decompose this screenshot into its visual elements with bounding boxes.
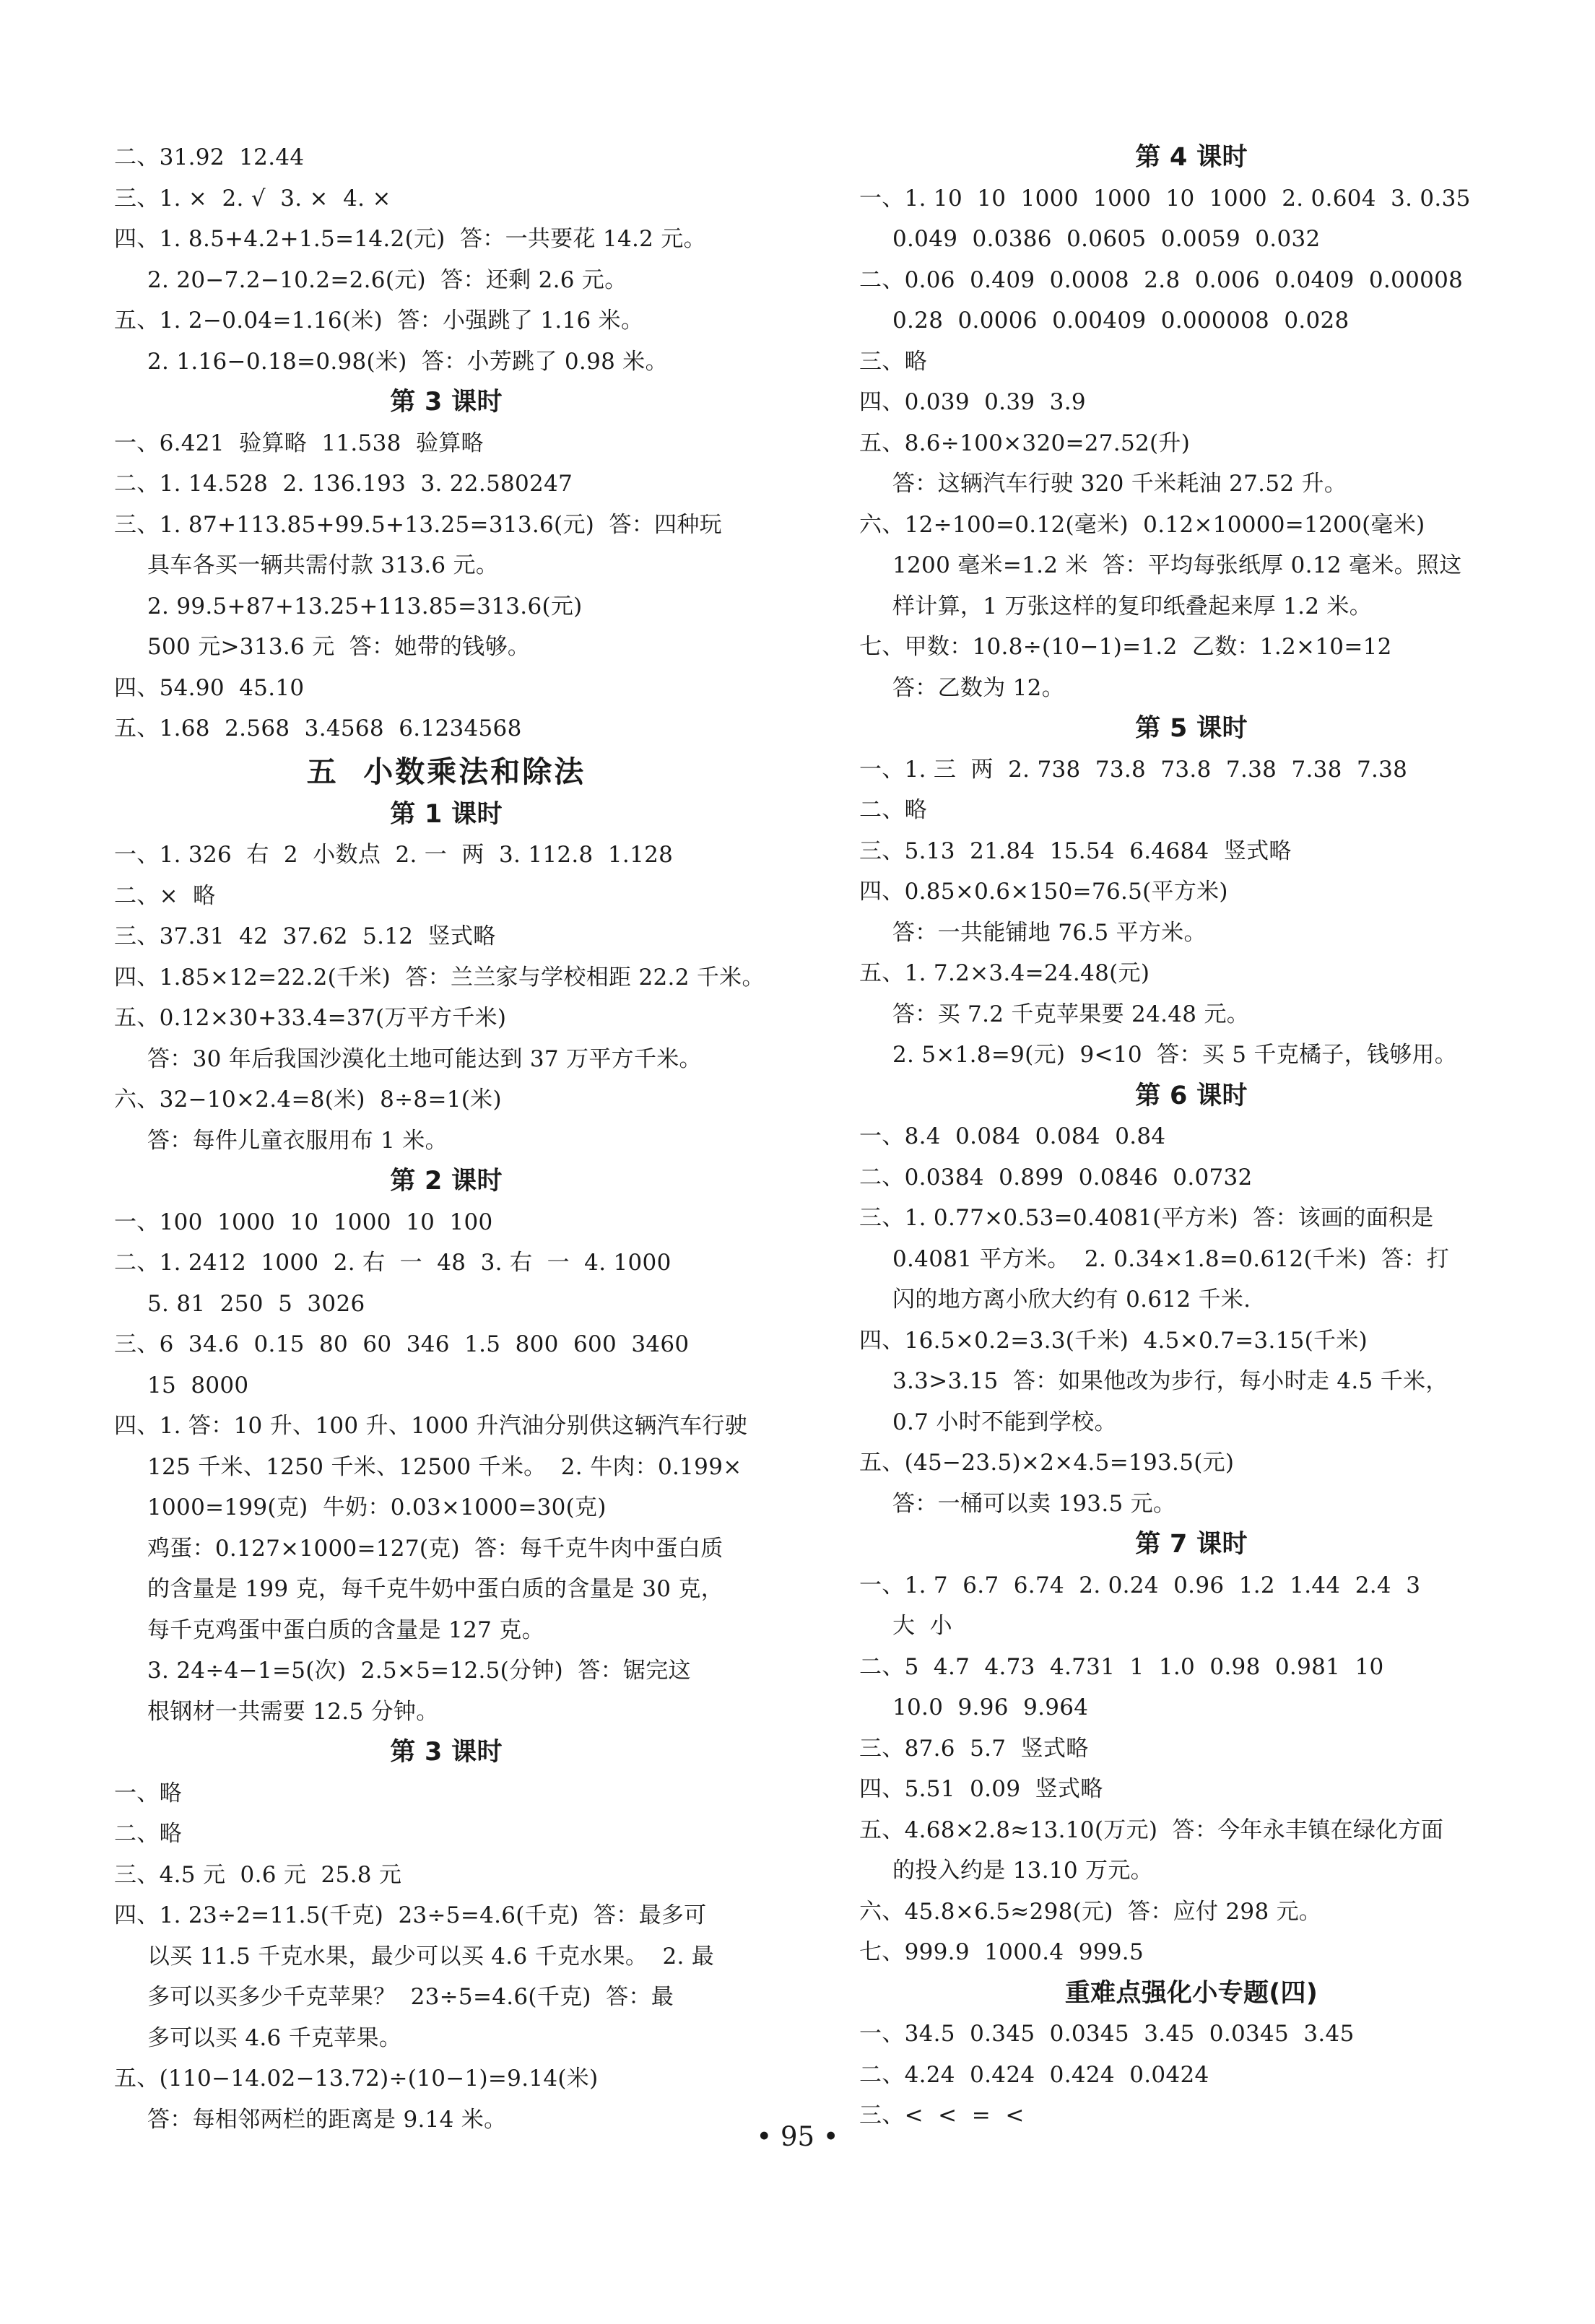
answer-line-continued: 0.4081 平方米。 2. 0.34×1.8=0.612(千米) 答：打: [892, 1245, 1450, 1272]
answer-line-continued: 答：买 7.2 千克苹果要 24.48 元。: [892, 1001, 1250, 1027]
answer-line: 七、999.9 1000.4 999.5: [859, 1939, 1144, 1965]
answer-line: 一、1. 7 6.7 6.74 2. 0.24 0.96 1.2 1.44 2.4 3: [859, 1572, 1421, 1598]
answer-line-continued: 2. 5×1.8=9(元) 9<10 答：买 5 千克橘子，钱够用。: [892, 1042, 1458, 1068]
answer-line: 四、1.85×12=22.2(千米) 答：兰兰家与学校相距 22.2 千米。: [114, 964, 765, 991]
answer-line-continued: 以买 11.5 千克水果，最少可以买 4.6 千克水果。 2. 最: [147, 1943, 715, 1970]
section-heading: 第 6 课时: [1135, 1081, 1248, 1110]
answer-line: 三、1. 0.77×0.53=0.4081(平方米) 答：该画的面积是: [859, 1205, 1434, 1231]
answer-line-continued: 1000=199(克) 牛奶：0.03×1000=30(克): [147, 1494, 607, 1520]
answer-line-continued: 每千克鸡蛋中蛋白质的含量是 127 克。: [147, 1616, 544, 1643]
answer-line: 五、(45−23.5)×2×4.5=193.5(元): [859, 1450, 1235, 1476]
answer-line: 五、1. 2−0.04=1.16(米) 答：小强跳了 1.16 米。: [114, 308, 644, 334]
section-heading: 第 2 课时: [390, 1167, 503, 1196]
answer-line-continued: 闪的地方离小欣大约有 0.612 千米.: [892, 1287, 1251, 1313]
answer-line-continued: 0.28 0.0006 0.00409 0.000008 0.028: [892, 308, 1350, 334]
answer-line: 五、0.12×30+33.4=37(万平方千米): [114, 1005, 507, 1031]
answer-line-continued: 答：每相邻两栏的距离是 9.14 米。: [147, 2106, 507, 2133]
answer-line-continued: 125 千米、1250 千米、12500 千米。 2. 牛肉：0.199×: [147, 1453, 742, 1480]
answer-line-continued: 样计算，1 万张这样的复印纸叠起来厚 1.2 米。: [892, 593, 1373, 619]
answer-line: 二、略: [859, 797, 927, 823]
answer-line: 五、4.68×2.8≈13.10(万元) 答：今年永丰镇在绿化方面: [859, 1816, 1444, 1843]
answer-line: 四、54.90 45.10: [114, 674, 305, 701]
right-answer-column: [859, 137, 1524, 2136]
answer-line-continued: 多可以买多少千克苹果？ 23÷5=4.6(千克) 答：最: [147, 1984, 674, 2010]
answer-line: 四、1. 答：10 升、100 升、1000 升汽油分别供这辆汽车行驶: [114, 1413, 747, 1439]
answer-line-continued: 答：30 年后我国沙漠化土地可能达到 37 万平方千米。: [147, 1045, 702, 1072]
answer-line: 三、4.5 元 0.6 元 25.8 元: [114, 1861, 402, 1888]
answer-line-continued: 答：每件儿童衣服用布 1 米。: [147, 1127, 448, 1154]
answer-line: 四、16.5×0.2=3.3(千米) 4.5×0.7=3.15(千米): [859, 1327, 1368, 1354]
section-heading: 第 7 课时: [1135, 1530, 1248, 1559]
answer-line: 四、0.039 0.39 3.9: [859, 389, 1086, 415]
answer-line-continued: 的含量是 199 克，每千克牛奶中蛋白质的含量是 30 克，: [147, 1576, 724, 1602]
page-number: • 95 •: [756, 2121, 839, 2152]
answer-line: 三、1. 87+113.85+99.5+13.25=313.6(元) 答：四种玩: [114, 511, 722, 538]
answer-line: 二、0.0384 0.899 0.0846 0.0732: [859, 1164, 1253, 1191]
answer-line: 二、× 略: [114, 882, 216, 909]
section-heading: 第 1 课时: [390, 799, 503, 829]
answer-line: 一、1. 326 右 2 小数点 2. 一 两 3. 112.8 1.128: [114, 842, 674, 868]
answer-line-continued: 具车各买一辆共需付款 313.6 元。: [147, 552, 499, 578]
answer-line-continued: 答：这辆汽车行驶 320 千米耗油 27.52 升。: [892, 471, 1347, 497]
answer-line: 二、1. 14.528 2. 136.193 3. 22.580247: [114, 471, 573, 497]
answer-line: 六、32−10×2.4=8(米) 8÷8=1(米): [114, 1087, 502, 1113]
section-heading: 第 3 课时: [390, 388, 503, 417]
answer-line: 二、4.24 0.424 0.424 0.0424: [859, 2061, 1209, 2088]
answer-line-continued: 答：乙数为 12。: [892, 674, 1064, 701]
section-heading: 第 5 课时: [1135, 714, 1248, 743]
answer-line: 三、略: [859, 348, 927, 375]
section-heading: 第 4 课时: [1135, 143, 1248, 172]
answer-line: 三、1. × 2. √ 3. × 4. ×: [114, 185, 391, 212]
answer-line: 一、1. 三 两 2. 738 73.8 73.8 7.38 7.38 7.38: [859, 756, 1408, 783]
left-answer-column: [114, 137, 778, 2140]
answer-line: 六、12÷100=0.12(毫米) 0.12×10000=1200(毫米): [859, 511, 1425, 538]
answer-line: 五、8.6÷100×320=27.52(升): [859, 430, 1191, 456]
answer-line: 二、略: [114, 1821, 182, 1847]
answer-line: 三、6 34.6 0.15 80 60 346 1.5 800 600 3460: [114, 1331, 690, 1357]
answer-line: 五、(110−14.02−13.72)÷(10−1)=9.14(米): [114, 2066, 599, 2092]
answer-line-continued: 根钢材一共需要 12.5 分钟。: [147, 1698, 439, 1725]
answer-line-continued: 答：一共能铺地 76.5 平方米。: [892, 919, 1207, 946]
answer-line: 二、31.92 12.44: [114, 144, 305, 170]
answer-line-continued: 5. 81 250 5 3026: [147, 1290, 365, 1317]
answer-line: 一、1. 10 10 1000 1000 10 1000 2. 0.604 3. 0.35: [859, 185, 1471, 212]
answer-line-continued: 3. 24÷4−1=5(次) 2.5×5=12.5(分钟) 答：锯完这: [147, 1658, 691, 1684]
answer-line: 四、1. 8.5+4.2+1.5=14.2(元) 答：一共要花 14.2 元。: [114, 226, 706, 252]
answer-line-continued: 2. 99.5+87+13.25+113.85=313.6(元): [147, 593, 583, 619]
answer-line-continued: 2. 20−7.2−10.2=2.6(元) 答：还剩 2.6 元。: [147, 266, 627, 293]
answer-line-continued: 500 元>313.6 元 答：她带的钱够。: [147, 634, 531, 660]
answer-line-continued: 0.049 0.0386 0.0605 0.0059 0.032: [892, 226, 1321, 252]
answer-line: 二、5 4.7 4.73 4.731 1 1.0 0.98 0.981 10: [859, 1653, 1384, 1680]
answer-line-continued: 1200 毫米=1.2 米 答：平均每张纸厚 0.12 毫米。照这: [892, 552, 1462, 578]
answer-line-continued: 的投入约是 13.10 万元。: [892, 1858, 1153, 1884]
answer-line-continued: 答：一桶可以卖 193.5 元。: [892, 1490, 1176, 1517]
answer-line: 二、1. 2412 1000 2. 右 一 48 3. 右 一 4. 1000: [114, 1250, 672, 1276]
answer-line-continued: 多可以买 4.6 千克苹果。: [147, 2024, 402, 2051]
answer-line: 四、1. 23÷2=11.5(千克) 23÷5=4.6(千克) 答：最多可: [114, 1902, 707, 1928]
answer-line: 七、甲数：10.8÷(10−1)=1.2 乙数：1.2×10=12: [859, 634, 1392, 660]
answer-line: 二、0.06 0.409 0.0008 2.8 0.006 0.0409 0.00008: [859, 266, 1464, 293]
answer-line-continued: 3.3>3.15 答：如果他改为步行，每小时走 4.5 千米，: [892, 1368, 1448, 1394]
answer-line-continued: 0.7 小时不能到学校。: [892, 1409, 1117, 1435]
chapter-title: 五 小数乘法和除法: [306, 754, 586, 789]
answer-line-continued: 大 小: [892, 1613, 952, 1639]
answer-line: 三、37.31 42 37.62 5.12 竖式略: [114, 923, 496, 949]
answer-line: 五、1. 7.2×3.4=24.48(元): [859, 960, 1150, 986]
answer-line: 一、8.4 0.084 0.084 0.84: [859, 1123, 1166, 1149]
answer-line: 一、34.5 0.345 0.0345 3.45 0.0345 3.45: [859, 2021, 1355, 2047]
answer-line: 一、6.421 验算略 11.538 验算略: [114, 430, 484, 456]
answer-line: 三、< < = <: [859, 2102, 1025, 2128]
answer-line-continued: 鸡蛋：0.127×1000=127(克) 答：每千克牛肉中蛋白质: [147, 1535, 723, 1562]
answer-line-continued: 15 8000: [147, 1372, 249, 1398]
answer-line: 一、略: [114, 1780, 182, 1806]
answer-line-continued: 2. 1.16−0.18=0.98(米) 答：小芳跳了 0.98 米。: [147, 348, 668, 375]
answer-line-continued: 10.0 9.96 9.964: [892, 1694, 1089, 1720]
answer-line: 四、5.51 0.09 竖式略: [859, 1776, 1103, 1802]
answer-line: 六、45.8×6.5≈298(元) 答：应付 298 元。: [859, 1898, 1322, 1925]
answer-line: 一、100 1000 10 1000 10 100: [114, 1209, 493, 1235]
answer-line: 三、5.13 21.84 15.54 6.4684 竖式略: [859, 837, 1292, 864]
answer-line: 四、0.85×0.6×150=76.5(平方米): [859, 879, 1228, 905]
answer-line: 三、87.6 5.7 竖式略: [859, 1735, 1089, 1762]
answer-line: 五、1.68 2.568 3.4568 6.1234568: [114, 715, 522, 741]
section-heading: 重难点强化小专题(四): [1064, 1978, 1318, 2008]
section-heading: 第 3 课时: [390, 1738, 503, 1767]
